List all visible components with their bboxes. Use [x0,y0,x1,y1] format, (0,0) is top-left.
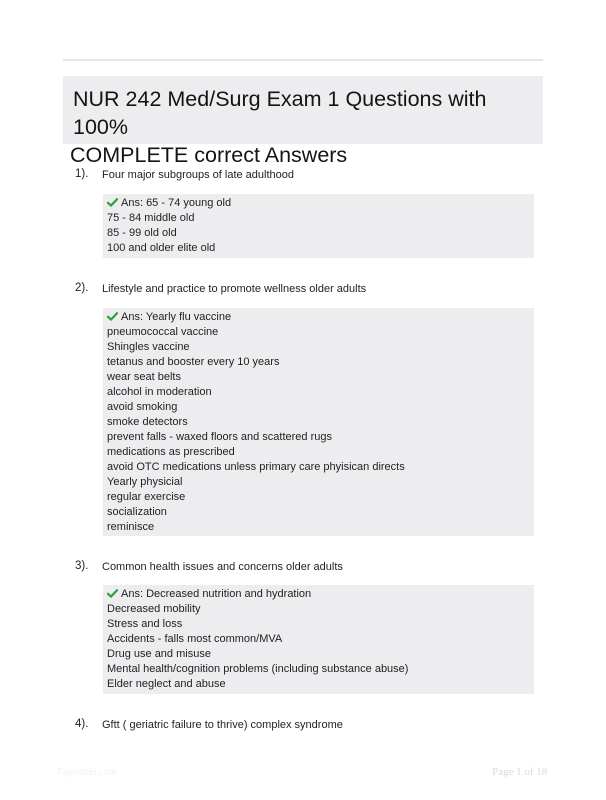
answer-line: 100 and older elite old [107,242,216,254]
answer-line: avoid OTC medications unless primary care phyisican directs [107,461,405,473]
answer-line: Drug use and misuse [107,648,211,660]
check-icon [107,198,118,207]
title-banner [63,76,543,167]
page-indicator: Page 1 of 18 [492,766,548,778]
answer-line: Yearly physicial [107,476,183,488]
document-title [70,85,537,169]
answer-line: alcohol in moderation [107,386,212,398]
top-divider [63,59,543,61]
answer-line: socialization [107,506,167,518]
answer-line: Ans: Yearly flu vaccine [107,310,530,325]
answer-line: pneumococcal vaccine [107,326,219,338]
check-icon [107,312,118,321]
footer-watermark: Papersbin.com [57,767,117,778]
question-number: 2). [75,282,89,294]
answer-line: Mental health/cognition problems (including substance abuse) [107,663,409,675]
answer-line: prevent falls - waxed floors and scattered rugs [107,431,333,443]
answer-line: Ans: 65 - 74 young old [107,196,530,211]
question-text: Gftt ( geriatric failure to thrive) complex syndrome [102,719,343,731]
question-number: 3). [75,560,89,572]
answer-line: Accidents - falls most common/MVA [107,633,283,645]
answer-line: avoid smoking [107,401,178,413]
answer-line: regular exercise [107,491,186,503]
answer-line: tetanus and booster every 10 years [107,356,280,368]
answer-line: reminisce [107,521,155,533]
title-line-2: COMPLETE correct Answers [70,143,348,167]
answer-box [103,308,534,536]
answer-line: medications as prescribed [107,446,235,458]
question-text: Lifestyle and practice to promote wellness older adults [102,283,367,295]
answer-line: wear seat belts [107,371,181,383]
answer-line: 75 - 84 middle old [107,212,195,224]
answer-line: 85 - 99 old old [107,227,177,239]
question-number: 4). [75,718,89,730]
answer-box [103,194,534,258]
answer-line: Ans: Decreased nutrition and hydration [107,587,530,602]
answer-box [103,585,534,694]
question-text: Common health issues and concerns older adults [102,561,343,573]
answer-line: Elder neglect and abuse [107,678,226,690]
answer-line: Shingles vaccine [107,341,190,353]
title-line-1: NUR 242 Med/Surg Exam 1 Questions with 100% [73,87,487,139]
answer-line: Decreased mobility [107,603,201,615]
question-text: Four major subgroups of late adulthood [102,169,295,181]
question-number: 1). [75,168,89,180]
answer-line: Stress and loss [107,618,183,630]
answer-line: smoke detectors [107,416,188,428]
check-icon [107,589,118,598]
